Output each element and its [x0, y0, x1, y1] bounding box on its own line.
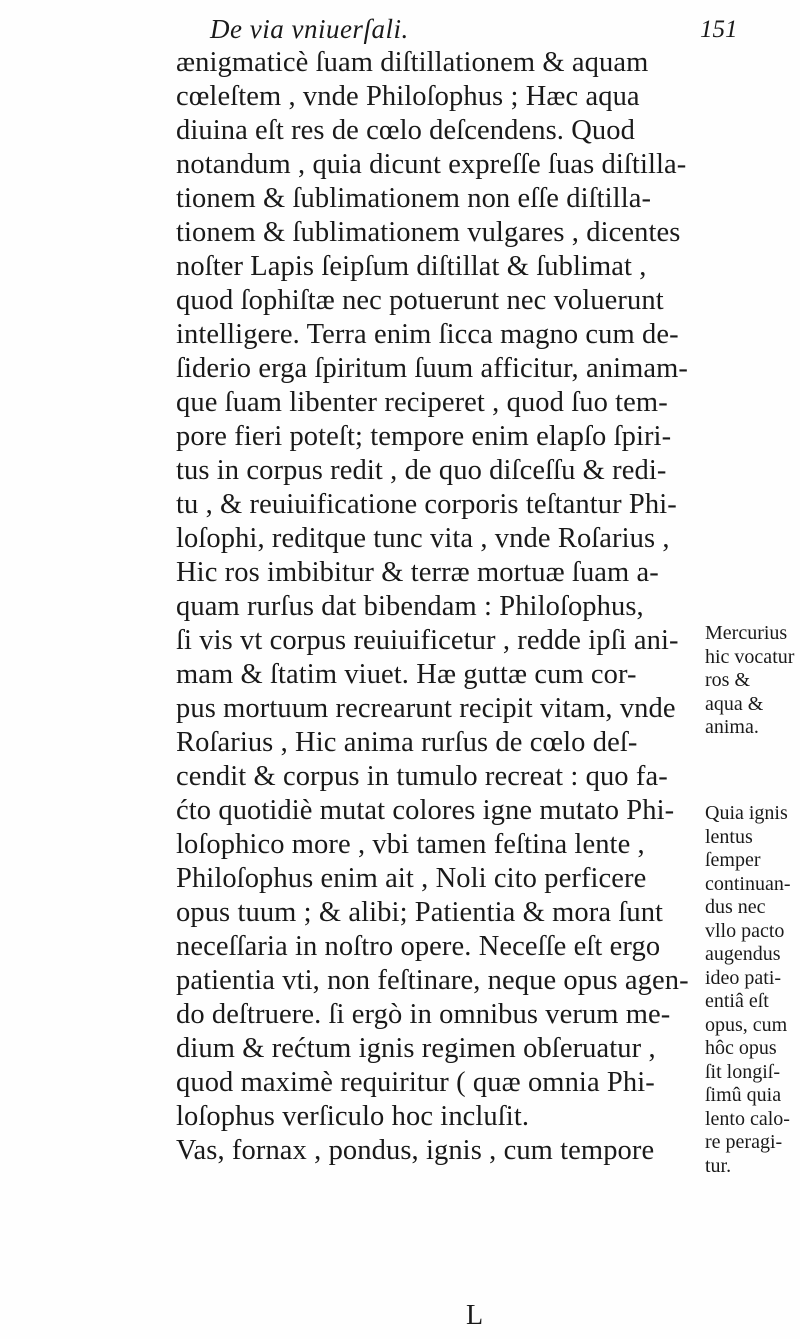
text-line: quam rurſus dat bibendam : Philoſophus, — [176, 591, 644, 622]
main-text-block — [176, 46, 736, 1168]
text-line: pus mortuum recrearunt recipit vitam, vnde — [176, 693, 676, 724]
text-line: opus tuum ; & alibi; Patientia & mora ſunt — [176, 897, 664, 928]
margin-note-line: augendus — [705, 943, 781, 965]
text-line: intelligere. Terra enim ſicca magno cum de- — [176, 319, 679, 350]
running-title: De via vniuerſali. — [210, 14, 409, 44]
margin-note-line: ros & — [705, 669, 750, 691]
text-line: do deſtruere. ſi ergò in omnibus verum me- — [176, 999, 671, 1030]
text-line: pore fieri poteſt; tempore enim elapſo ſpiri- — [176, 421, 672, 452]
margin-note-line: ideo pati- — [705, 966, 782, 989]
text-line: Vas, fornax , pondus, ignis , cum tempore — [176, 1135, 655, 1166]
text-line: Roſarius , Hic anima rurſus de cœlo deſ- — [176, 727, 638, 758]
text-line: noſter Lapis ſeipſum diſtillat & ſublimat , — [176, 251, 647, 282]
margin-note-line: ſit longiſ- — [705, 1060, 780, 1083]
text-line: tionem & ſublimationem vulgares , dicentes — [176, 217, 681, 248]
text-line: dium & rećtum ignis regimen obſeruatur , — [176, 1033, 656, 1064]
text-line: loſophi, reditque tunc vita , vnde Roſarius , — [176, 523, 670, 554]
text-line: ænigmaticè ſuam diſtillationem & aquam — [176, 47, 649, 78]
margin-note-line: re peragi- — [705, 1131, 783, 1153]
text-line: Hic ros imbibitur & terræ mortuæ ſuam a- — [176, 557, 659, 588]
margin-note-line: hôc opus — [705, 1037, 777, 1059]
text-line: loſophus verſiculo hoc incluſit. — [176, 1101, 530, 1132]
text-line: cendit & corpus in tumulo recreat : quo fa- — [176, 761, 668, 792]
text-line: loſophico more , vbi tamen feſtina lente , — [176, 829, 645, 860]
signature-mark: L — [466, 1300, 484, 1331]
text-line: patientia vti, non feſtinare, neque opus agen- — [176, 965, 689, 996]
margin-note-line: tur. — [705, 1154, 732, 1177]
text-line: mam & ſtatim viuet. Hæ guttæ cum cor- — [176, 659, 637, 690]
margin-note-line: continuan- — [705, 872, 791, 895]
text-line: ćto quotidiè mutat colores igne mutato Phi- — [176, 795, 675, 826]
margin-note-line: Mercurius — [705, 622, 788, 644]
text-line: tu , & reuiuificatione corporis teſtantur Phi- — [176, 489, 677, 520]
text-line: tus in corpus redit , de quo diſceſſu & redi- — [176, 455, 667, 486]
margin-note-line: ſemper — [705, 849, 761, 871]
text-line: cœleſtem , vnde Philoſophus ; Hæc aqua — [176, 81, 640, 112]
margin-note-mercurius — [705, 622, 800, 740]
page-number: 151 — [700, 16, 738, 43]
text-line: quod ſophiſtæ nec potuerunt nec voluerunt — [176, 285, 664, 316]
text-line: diuina eſt res de cœlo deſcendens. Quod — [176, 115, 635, 146]
text-line: notandum , quia dicunt expreſſe ſuas diſtilla- — [176, 149, 687, 180]
margin-note-line: vllo pacto — [705, 919, 785, 942]
text-line: ſiderio erga ſpiritum ſuum afficitur, animam- — [176, 353, 689, 384]
margin-note-line: lentus — [705, 825, 753, 848]
margin-note-ignis — [705, 802, 800, 1178]
text-line: que ſuam libenter reciperet , quod ſuo tem- — [176, 387, 668, 418]
text-line: ſi vis vt corpus reuiuificetur , redde ipſi ani- — [176, 625, 679, 656]
text-line: neceſſaria in noſtro opere. Neceſſe eſt ergo — [176, 931, 661, 962]
margin-note-line: Quia ignis — [705, 802, 788, 824]
margin-note-line: hic vocatur — [705, 645, 795, 668]
margin-note-line: opus, cum — [705, 1013, 788, 1036]
margin-note-line: lento calo- — [705, 1107, 790, 1130]
margin-note-line: ſimû quia — [705, 1084, 782, 1106]
text-line: tionem & ſublimationem non eſſe diſtilla- — [176, 183, 652, 214]
margin-note-line: anima. — [705, 716, 759, 738]
margin-note-line: dus nec — [705, 896, 766, 918]
text-line: Philoſophus enim ait , Noli cito perficere — [176, 863, 647, 894]
margin-note-line: aqua & — [705, 692, 764, 715]
margin-note-line: entiâ eſt — [705, 990, 769, 1012]
text-line: quod maximè requiritur ( quæ omnia Phi- — [176, 1067, 655, 1098]
